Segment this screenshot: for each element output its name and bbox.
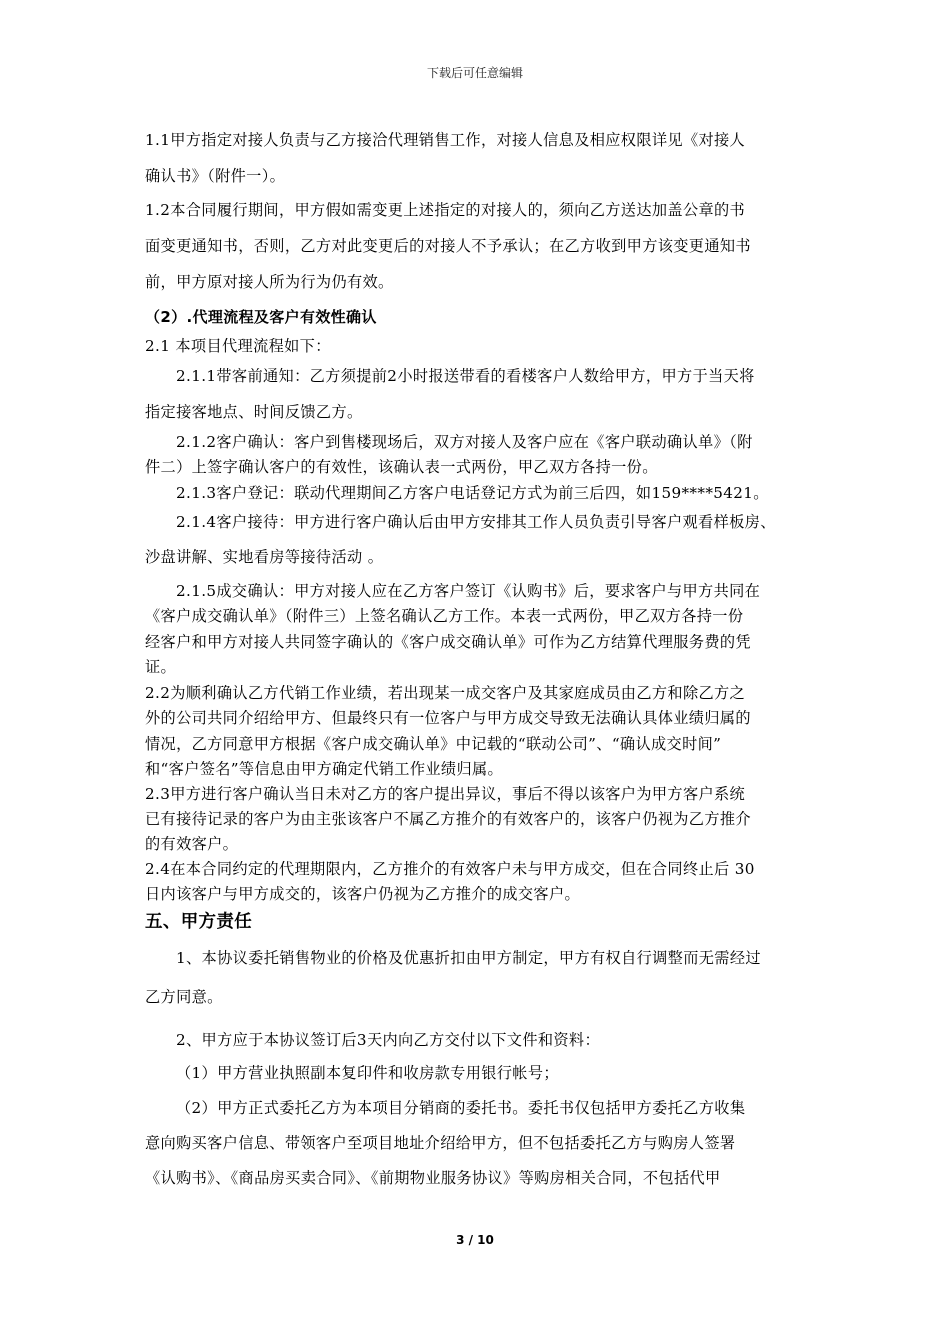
paragraph-line: （2）甲方正式委托乙方为本项目分销商的委托书。委托书仅包括甲方委托乙方收集	[176, 1099, 746, 1117]
paragraph-line: 1、本协议委托销售物业的价格及优惠折扣由甲方制定，甲方有权自行调整而无需经过	[176, 949, 761, 967]
paragraph-line: 《认购书》、《商品房买卖合同》、《前期物业服务协议》等购房相关合同，不包括代甲	[145, 1169, 721, 1187]
paragraph-line: 意向购买客户信息、带领客户至项目地址介绍给甲方，但不包括委托乙方与购房人签署	[145, 1134, 736, 1152]
paragraph-line: 经客户和甲方对接人共同签字确认的《客户成交确认单》可作为乙方结算代理服务费的凭	[145, 633, 751, 651]
paragraph-line: 前，甲方原对接人所为行为仍有效。	[145, 273, 394, 291]
page-header: 下载后可任意编辑	[426, 66, 523, 80]
paragraph-line: 2.1.2客户确认：客户到售楼现场后，双方对接人及客户应在《客户联动确认单》（附	[176, 433, 753, 451]
paragraph-line: 情况，乙方同意甲方根据《客户成交确认单》中记载的“联动公司”、“确认成交时间”	[145, 735, 722, 753]
paragraph-line: 2.1 本项目代理流程如下：	[145, 337, 331, 355]
paragraph-line: 1.2本合同履行期间，甲方假如需变更上述指定的对接人的，须向乙方送达加盖公章的书	[145, 201, 746, 219]
paragraph-line: 2.4在本合同约定的代理期限内，乙方推介的有效客户未与甲方成交，但在合同终止后 30	[145, 860, 755, 878]
paragraph-line: 面变更通知书，否则，乙方对此变更后的对接人不予承认；在乙方收到甲方该变更通知书	[145, 237, 751, 255]
paragraph-line: 2.3甲方进行客户确认当日未对乙方的客户提出异议，事后不得以该客户为甲方客户系统	[145, 785, 746, 803]
paragraph-line: 2.1.1带客前通知：乙方须提前2小时报送带看的看楼客户人数给甲方，甲方于当天将	[176, 367, 755, 385]
paragraph-line: 件二）上签字确认客户的有效性，该确认表一式两份，甲乙双方各持一份。	[145, 458, 658, 476]
paragraph-line: 日内该客户与甲方成交的，该客户仍视为乙方推介的成交客户。	[145, 885, 581, 903]
paragraph-line: 外的公司共同介绍给甲方、但最终只有一位客户与甲方成交导致无法确认具体业绩归属的	[145, 709, 751, 727]
paragraph-line: 《客户成交确认单》（附件三）上签名确认乙方工作。本表一式两份，甲乙双方各持一份	[145, 607, 744, 625]
paragraph-line: 1.1甲方指定对接人负责与乙方接洽代理销售工作，对接人信息及相应权限详见《对接人	[145, 131, 746, 149]
paragraph-line: 沙盘讲解、实地看房等接待活动 。	[145, 548, 384, 566]
section-heading: （2）.代理流程及客户有效性确认	[145, 308, 377, 326]
paragraph-line: 的有效客户。	[145, 835, 239, 853]
chapter-heading: 五、甲方责任	[145, 912, 253, 932]
paragraph-line: 2、甲方应于本协议签订后3天内向乙方交付以下文件和资料：	[176, 1031, 601, 1049]
paragraph-line: 2.2为顺利确认乙方代销工作业绩，若出现某一成交客户及其家庭成员由乙方和除乙方之	[145, 684, 746, 702]
paragraph-line: 2.1.3客户登记：联动代理期间乙方客户电话登记方式为前三后四，如159****5421。	[176, 484, 769, 502]
paragraph-line: 乙方同意。	[145, 988, 223, 1006]
paragraph-line: 证。	[145, 658, 177, 676]
paragraph-line: 和“客户签名”等信息由甲方确定代销工作业绩归属。	[145, 760, 504, 778]
paragraph-line: 确认书》（附件一）。	[145, 167, 286, 185]
paragraph-line: （1）甲方营业执照副本复印件和收房款专用银行帐号；	[176, 1064, 559, 1082]
paragraph-line: 2.1.4客户接待：甲方进行客户确认后由甲方安排其工作人员负责引导客户观看样板房、	[176, 513, 776, 531]
page-number: 3 / 10	[456, 1233, 494, 1247]
paragraph-line: 已有接待记录的客户为由主张该客户不属乙方推介的有效客户的，该客户仍视为乙方推介	[145, 810, 751, 828]
paragraph-line: 指定接客地点、时间反馈乙方。	[145, 403, 363, 421]
paragraph-line: 2.1.5成交确认：甲方对接人应在乙方客户签订《认购书》后，要求客户与甲方共同在	[176, 582, 761, 600]
